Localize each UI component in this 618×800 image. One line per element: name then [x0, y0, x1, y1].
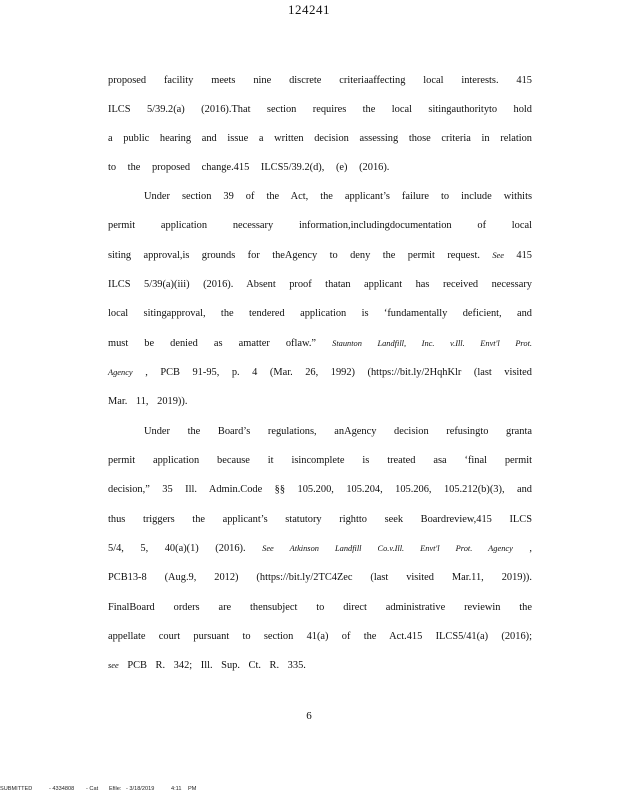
text-segment: , PCB 91-95, p. 4 (Mar. 26, 1992) (https://bit.ly/2HqhKlr (last visited: [145, 367, 532, 378]
footer-date: - 3/18/2019: [126, 786, 155, 792]
text-line: FinalBoard orders are thensubject to direct administrative reviewin the: [108, 602, 532, 613]
text-line: permit application necessary information,includingdocumentation of local: [108, 220, 532, 231]
footer-submitted: SUBMITTED: [0, 786, 33, 792]
text-line: [108, 659, 532, 672]
text-line: proposed facility meets nine discrete criteriaaffecting local interests. 415: [108, 75, 532, 86]
case-name: Agency: [108, 368, 133, 377]
text-line: PCB13-8 (Aug.9, 2012) (https://bit.ly/2TC4Zec (last visited Mar.11, 2019)).: [108, 572, 532, 583]
case-name: See Atkinson Landfill Co.v.Ill. Envt'l Prot. Agency: [262, 544, 513, 553]
text-line: permit application because it isincomplete is treated asa ‘final permit: [108, 455, 532, 466]
text-segment: 5/4, 5, 40(a)(1) (2016).: [108, 543, 246, 554]
paragraph-start-line: Under section 39 of the Act, the applicant’s failure to include withits: [144, 191, 532, 202]
paragraph-start-line: Under the Board’s regulations, anAgency decision refusingto granta: [144, 426, 532, 437]
citation-signal: see: [108, 661, 119, 670]
text-segment: 415: [516, 250, 532, 261]
citation-signal: See: [492, 251, 504, 260]
text-line: [108, 366, 532, 379]
footer-cat: - Cat: [86, 786, 99, 792]
text-line: ILCS 5/39.2(a) (2016).That section requires the local sitingauthorityto hold: [108, 104, 532, 115]
text-line: to the proposed change.415 ILCS5/39.2(d), (e) (2016).: [108, 162, 390, 173]
text-segment: must be denied as amatter oflaw.”: [108, 338, 317, 349]
text-segment: siting approval,is grounds for theAgency to deny the permit request.: [108, 250, 480, 261]
footer-efile: Efile:: [109, 786, 122, 792]
text-line: [108, 337, 532, 350]
text-line: [108, 249, 532, 262]
text-line: a public hearing and issue a written decision assessing those criteria in relation: [108, 133, 532, 144]
footer-ampm: PM: [188, 786, 197, 792]
text-line: thus triggers the applicant’s statutory rightto seek Boardreview,415 ILCS: [108, 514, 532, 525]
case-name: Staunton Landfill, Inc. v.Ill. Envt'l Prot.: [332, 339, 532, 348]
text-line: appellate court pursuant to section 41(a) of the Act.415 ILCS5/41(a) (2016);: [108, 631, 532, 642]
text-segment: PCB R. 342; Ill. Sup. Ct. R. 335.: [127, 660, 306, 671]
text-line: local sitingapproval, the tendered application is ‘fundamentally deficient, and: [108, 308, 532, 319]
footer-time: 4:11: [171, 786, 182, 792]
text-line: [108, 542, 532, 555]
text-line: decision,” 35 Ill. Admin.Code §§ 105.200, 105.204, 105.206, 105.212(b)(3), and: [108, 484, 532, 495]
document-id-header: 124241: [288, 2, 330, 17]
text-segment: ,: [529, 543, 532, 554]
page-number: 6: [306, 710, 312, 722]
text-line: Mar. 11, 2019)).: [108, 396, 188, 407]
footer-id: - 4334808: [49, 786, 75, 792]
text-line: ILCS 5/39(a)(iii) (2016). Absent proof thatan applicant has received necessary: [108, 279, 532, 290]
